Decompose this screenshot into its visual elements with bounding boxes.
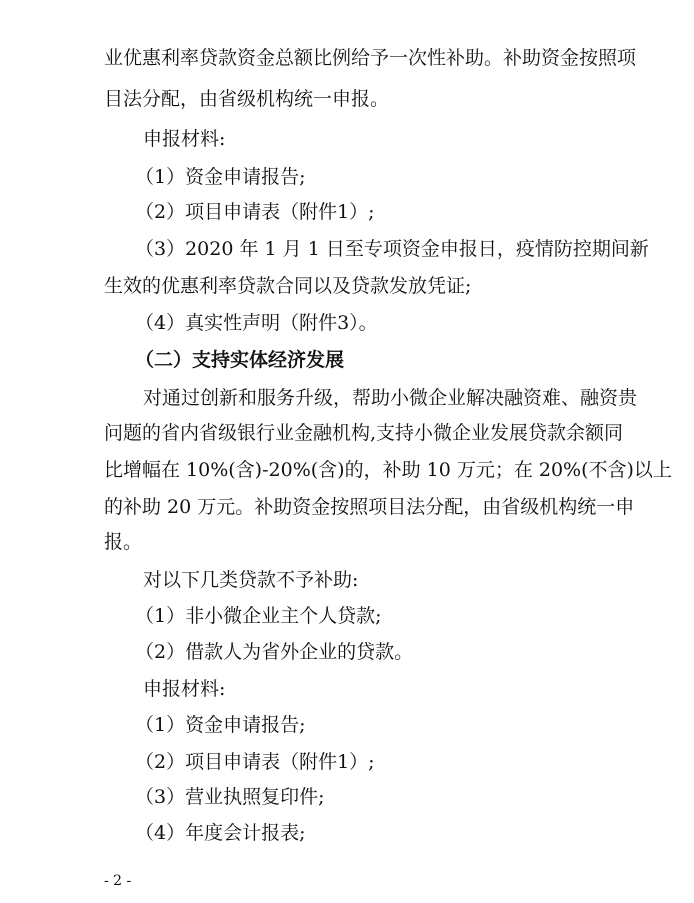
text-line: （1）非小微企业主个人贷款;	[135, 605, 382, 627]
text-line: （2）借款人为省外企业的贷款。	[135, 641, 414, 663]
text-line: 报。	[104, 531, 143, 553]
text-line: 对以下几类贷款不予补助:	[143, 569, 359, 591]
text-line: 申报材料:	[143, 678, 226, 700]
page-number: - 2 -	[104, 873, 132, 889]
text-line: （1）资金申请报告;	[135, 714, 306, 736]
text-line: 生效的优惠利率贷款合同以及贷款发放凭证;	[104, 275, 472, 297]
text-line: 业优惠利率贷款资金总额比例给予一次性补助。补助资金按照项	[104, 47, 637, 69]
text-line: （4）真实性声明（附件3）。	[135, 312, 378, 334]
text-line: 问题的省内省级银行业金融机构,支持小微企业发展贷款余额同	[104, 422, 624, 444]
text-line: （3）营业执照复印件;	[135, 786, 325, 808]
text-line: （3）2020 年 1 月 1 日至专项资金申报日，疫情防控期间新	[135, 238, 649, 260]
text-line: 申报材料:	[143, 128, 226, 150]
text-line: 目法分配，由省级机构统一申报。	[104, 88, 390, 110]
text-line: （2）项目申请表（附件1）;	[135, 201, 375, 223]
text-line: 比增幅在 10%(含)-20%(含)的，补助 10 万元；在 20%(不含)以上	[104, 459, 672, 481]
text-line: （4）年度会计报表;	[135, 822, 306, 844]
text-line: （2）项目申请表（附件1）;	[135, 751, 375, 773]
section-heading: （二）支持实体经济发展	[135, 349, 345, 371]
text-line: （1）资金申请报告;	[135, 166, 306, 188]
text-line: 对通过创新和服务升级，帮助小微企业解决融资难、融资贵	[143, 387, 638, 409]
text-line: 的补助 20 万元。补助资金按照项目法分配，由省级机构统一申	[104, 496, 635, 518]
